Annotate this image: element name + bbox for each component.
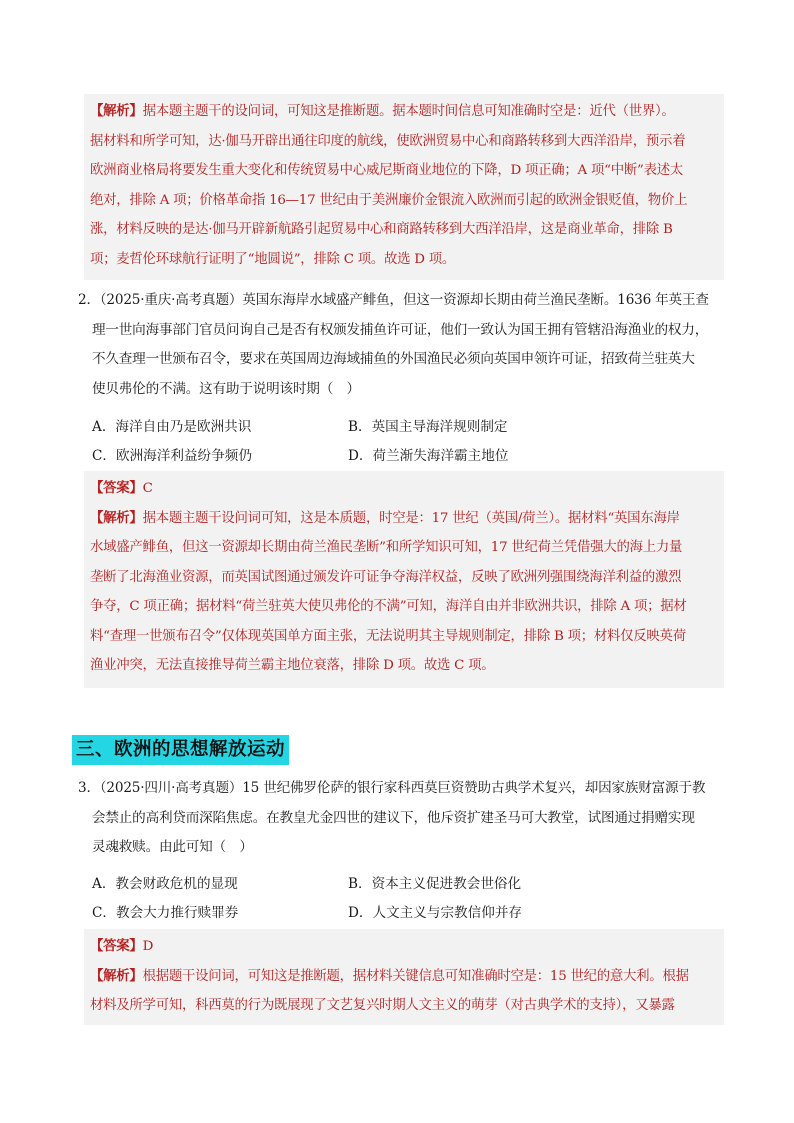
answer-tag: 【答案】 [90, 480, 143, 496]
answer-line [90, 474, 718, 504]
option-row [92, 867, 712, 897]
section-heading: 三、欧洲的思想解放运动 [72, 735, 289, 765]
question-line: 不久查理一世颁布召令，要求在英国周边海域捕鱼的外国渔民必须向英国申领许可证，招致荷兰驻英大 [92, 351, 695, 367]
option-row [92, 897, 712, 927]
analysis-line: 项；麦哲伦环球航行证明了“地圆说”，排除 C 项。故选 D 项。 [90, 251, 456, 267]
analysis-line: 水域盛产鲱鱼，但这一资源却长期由荷兰渔民垄断”和所学知识可知，17 世纪荷兰凭借强大的海上力量 [90, 540, 683, 555]
analysis-line: 【解析】据本题主题干设问词可知，这是本质题，时空是：17 世纪（英国/荷兰）。据材料“英国东海岸 [90, 509, 680, 526]
option-d[interactable]: D．荷兰渐失海洋霸主地位 [348, 448, 509, 465]
option-a[interactable]: A．教会财政危机的显现 [92, 875, 238, 892]
analysis-line: 料“查理一世颁布召令”仅体现英国单方面主张，无法说明其主导规则制定，排除 B 项；材料仅反映英荷 [90, 628, 686, 644]
option-c[interactable]: C．欧洲海洋利益纷争频仍 [92, 448, 252, 465]
analysis-line: 【解析】根据题干设问词，可知这是推断题，据材料关键信息可知准确时空是：15 世纪的意大利。根据 [90, 967, 689, 984]
option-b[interactable]: B．英国主导海洋规则制定 [348, 418, 508, 435]
analysis-tag: 【解析】 [90, 103, 143, 119]
analysis-tag: 【解析】 [90, 967, 143, 984]
question-2-options [92, 410, 712, 469]
analysis-line: 争夺，C 项正确；据材料“荷兰驻英大使贝弗伦的不满”可知，海洋自由并非欧洲共识，排除 A 项；据材 [90, 599, 687, 614]
answer-tag: 【答案】 [90, 938, 143, 954]
question-line: 2．（2025·重庆·高考真题）英国东海岸水域盛产鲱鱼，但这一资源却长期由荷兰渔民垄断。1636 年英王查 [78, 292, 709, 308]
analysis-line: 渔业冲突，无法直接推导荷兰霸主地位衰落，排除 D 项。故选 C 项。 [90, 658, 495, 673]
analysis-line: 材料及所学可知，科西莫的行为既展现了文艺复兴时期人文主义的萌芽（对古典学术的支持），又暴露 [90, 998, 675, 1013]
option-row [92, 440, 712, 470]
analysis-line: 垄断了北海渔业资源，而英国试图通过颁发许可证争夺海洋权益，反映了欧洲列强围绕海洋利益的激烈 [90, 569, 682, 585]
analysis-box-q1 [84, 94, 724, 280]
option-c[interactable]: C．教会大力推行赎罪券 [92, 905, 239, 922]
question-3-stem [78, 774, 728, 863]
option-row [92, 410, 712, 440]
option-b[interactable]: B．资本主义促进教会世俗化 [348, 875, 522, 892]
question-line: 使贝弗伦的不满。这有助于说明该时期（ ） [92, 380, 360, 397]
answer-value: D [142, 939, 154, 954]
analysis-tag: 【解析】 [90, 509, 143, 526]
question-2-stem [78, 286, 728, 404]
question-line: 3．（2025·四川·高考真题）15 世纪佛罗伦萨的银行家科西莫巨资赞助古典学术复兴，却因家族财富源于教 [78, 780, 706, 796]
option-d[interactable]: D．人文主义与宗教信仰并存 [348, 905, 523, 922]
question-line: 会禁止的高利贷而深陷焦虑。在教皇尤金四世的建议下，他斥资扩建圣马可大教堂，试图通过捐赠实现 [92, 809, 695, 826]
answer-box-q2 [84, 471, 724, 688]
option-a[interactable]: A．海洋自由乃是欧洲共识 [92, 418, 252, 435]
analysis-line: 【解析】据本题主题干的设问词，可知这是推断题。据本题时间信息可知准确时空是：近代（世界）。 [90, 103, 675, 119]
analysis-line: 绝对，排除 A 项；价格革命指 16—17 世纪由于美洲廉价金银流入欧洲而引起的欧洲金银贬值，物价上 [90, 192, 688, 208]
analysis-line: 欧洲商业格局将要发生重大变化和传统贸易中心威尼斯商业地位的下降，D 项正确；A 项“中断”表述太 [90, 163, 684, 178]
question-line: 灵魂救赎。由此可知（ ） [92, 839, 253, 855]
analysis-line: 据材料和所学可知，达·伽马开辟出通往印度的航线，使欧洲贸易中心和商路转移到大西洋沿岸，预示着 [90, 133, 686, 149]
question-line: 理一世向海事部门官员问询自己是否有权颁发捕鱼许可证，他们一致认为国王拥有管辖沿海渔业的权力， [92, 321, 709, 338]
question-3-options [92, 867, 712, 926]
answer-box-q3 [84, 929, 724, 1025]
analysis-line: 涨，材料反映的是达·伽马开辟新航路引起贸易中心和商路转移到大西洋沿岸，这是商业革命，排除 B [90, 222, 673, 237]
answer-value: C [142, 481, 153, 496]
answer-line [90, 932, 718, 962]
